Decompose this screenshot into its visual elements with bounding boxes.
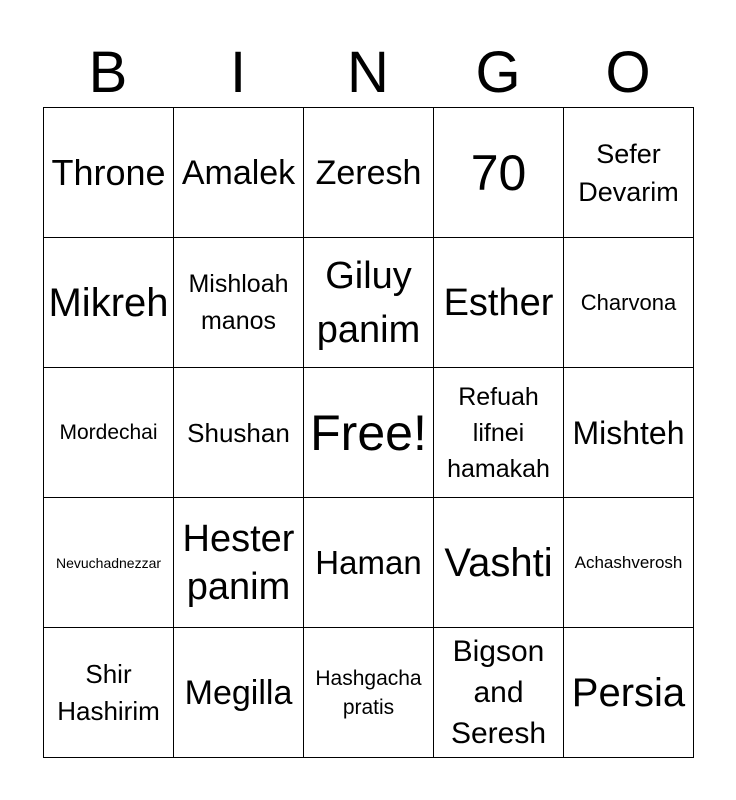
bingo-cell[interactable] [44,628,174,758]
bingo-cell[interactable] [304,238,434,368]
bingo-cell[interactable] [174,238,304,368]
bingo-cell[interactable] [44,238,174,368]
cell-label: Amalek [181,153,296,192]
header-letter-g: G [475,40,521,105]
bingo-cell[interactable] [44,108,174,238]
header-letter-i: I [229,40,247,105]
cell-label: Hashgacha pratis [315,666,422,719]
bingo-cell[interactable] [564,498,694,628]
header-letter-b: B [88,40,128,105]
cell-label: Sefer Devarim [578,138,679,207]
cell-label: Giluy panim [316,254,421,351]
cell-label: Refuah lifnei hamakah [447,382,550,483]
bingo-cell[interactable] [174,108,304,238]
bingo-cell[interactable] [434,628,564,758]
cell-label: Haman [315,543,422,581]
header-letter-o: O [605,40,651,105]
bingo-cell[interactable] [174,498,304,628]
bingo-cell[interactable] [434,498,564,628]
cell-label: Persia [571,670,686,715]
cell-label: Mordechai [59,420,158,444]
cell-label: Nevuchadnezzar [55,554,162,571]
header-letter-n: N [347,40,389,105]
cell-label: Shushan [187,417,290,448]
cell-label: Shir Hashirim [57,658,160,726]
cell-label: Hester panim [182,517,295,608]
bingo-cell[interactable] [304,628,434,758]
cell-label: Mikreh [48,280,169,325]
cell-label: Achashverosh [574,552,683,572]
bingo-cell[interactable] [434,108,564,238]
bingo-cell[interactable] [304,108,434,238]
cell-label: Esther [443,281,554,324]
bingo-cell[interactable] [564,108,694,238]
free-space-cell[interactable] [304,368,434,498]
bingo-cell[interactable] [564,238,694,368]
cell-label: 70 [470,144,527,201]
bingo-cell[interactable] [434,368,564,498]
bingo-cell[interactable] [174,368,304,498]
cell-label: Throne [51,151,166,193]
bingo-cell[interactable] [304,498,434,628]
cell-label: Zeresh [315,153,422,192]
cell-label: Megilla [184,673,293,712]
bingo-header [43,40,693,106]
bingo-cell[interactable] [174,628,304,758]
bingo-cell[interactable] [564,368,694,498]
bingo-cell[interactable] [434,238,564,368]
cell-label: Mishloah manos [188,269,289,335]
bingo-board [43,107,694,758]
bingo-cell[interactable] [44,368,174,498]
bingo-cell[interactable] [44,498,174,628]
cell-label: Free! [310,404,427,461]
cell-label: Mishteh [572,414,685,451]
bingo-cell[interactable] [564,628,694,758]
cell-label: Bigson and Seresh [450,635,547,750]
cell-label: Charvona [580,289,677,315]
cell-label: Vashti [444,540,553,585]
